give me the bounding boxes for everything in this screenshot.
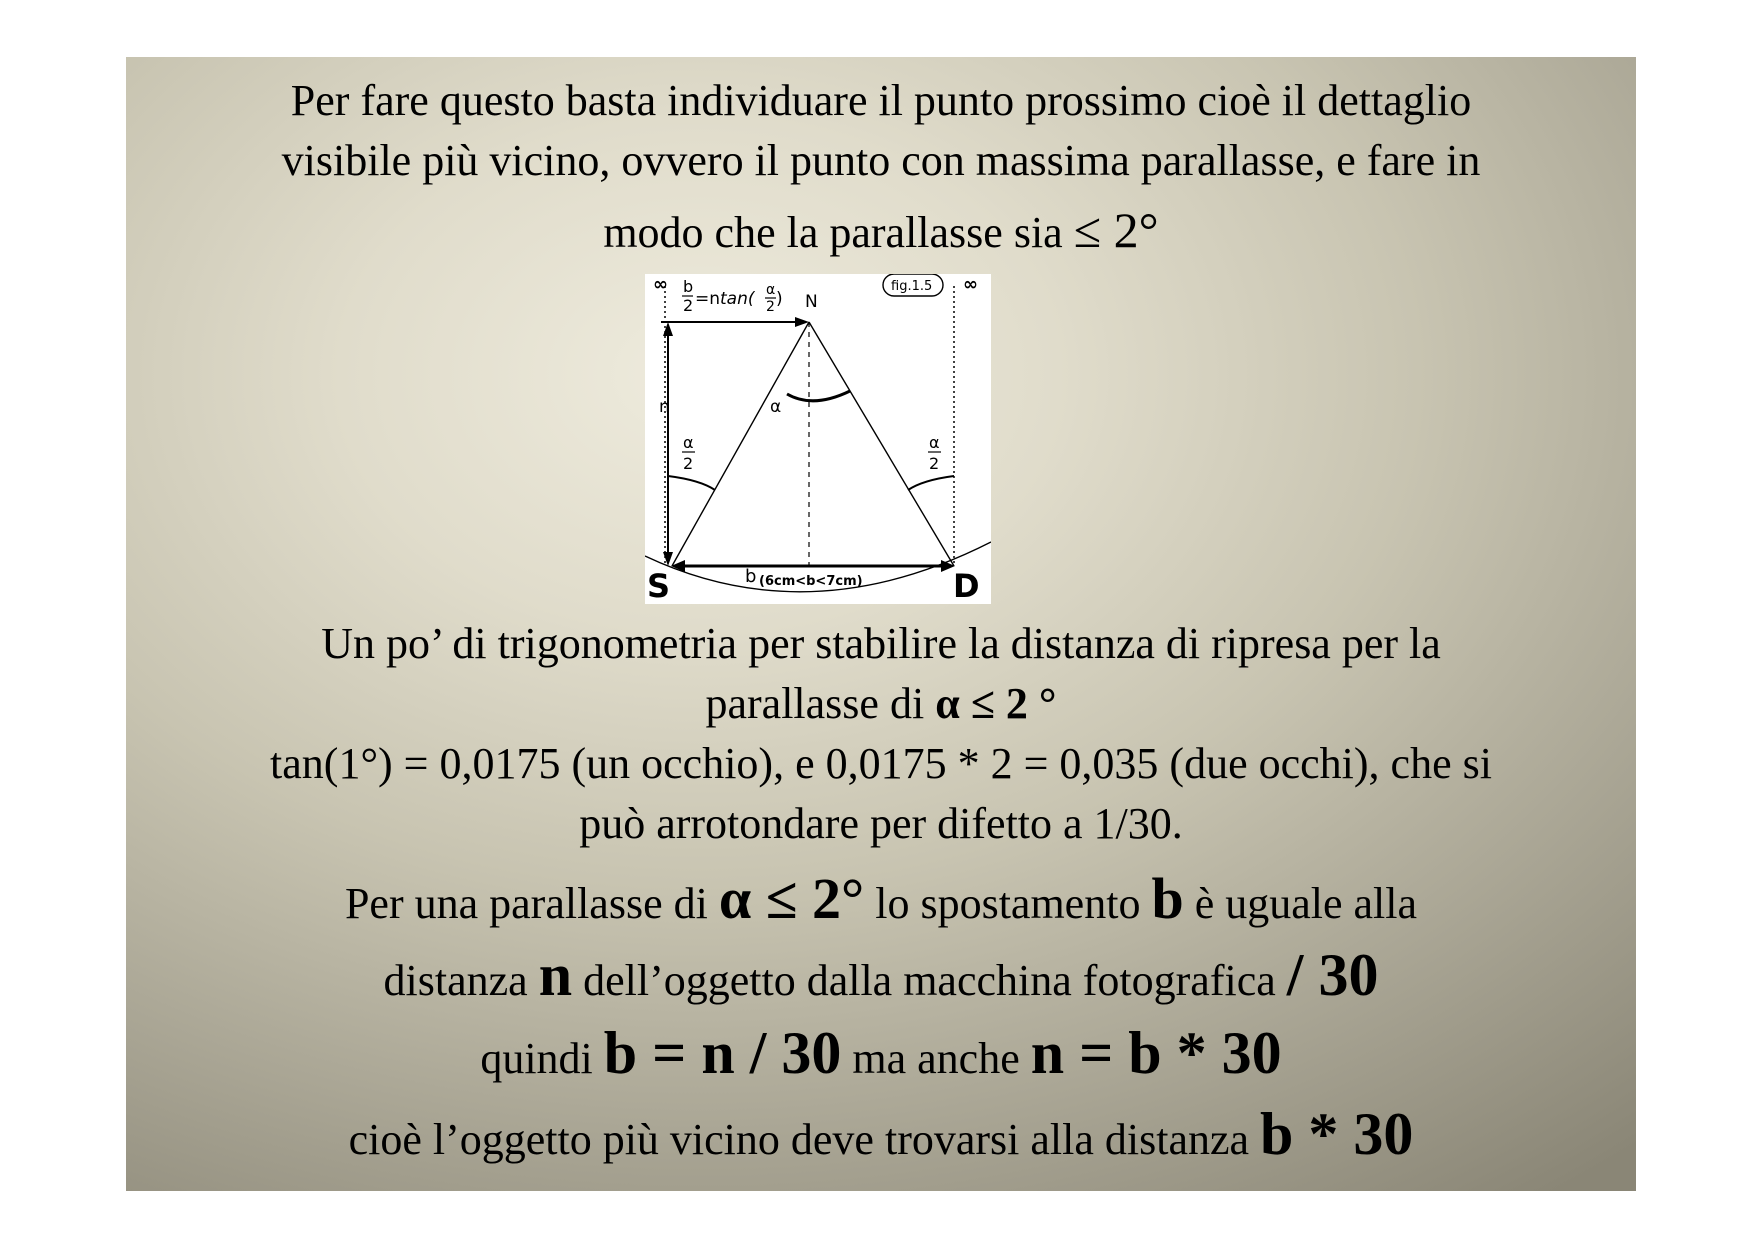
body-line-7: [126, 1020, 1636, 1086]
infinity-left-label: ∞: [653, 274, 668, 295]
intro-line-1: Per fare questo basta individuare il punto prossimo cioè il dettaglio: [290, 76, 1472, 125]
body-line-2-text: parallasse di: [705, 679, 936, 728]
body-line-5: [126, 866, 1636, 931]
body-line-2: [126, 679, 1636, 728]
body-formula-n: n = b * 30: [1030, 1020, 1282, 1086]
body-line-1: Un po’ di trigonometria per stabilire la distanza di ripresa per la: [321, 619, 1441, 668]
body-line-5-c: lo spostamento: [864, 879, 1152, 928]
formula-eq: =n: [695, 289, 721, 309]
formula-close: ): [776, 289, 783, 309]
body-parallax-limit: α ≤ 2 °: [935, 679, 1057, 728]
label-n-point: N: [805, 292, 818, 312]
body-line-6-a: distanza: [383, 956, 539, 1005]
infinity-right-label: ∞: [963, 274, 978, 295]
slide: [126, 57, 1636, 1191]
body-line-6-c: dell’oggetto dalla macchina fotografica: [572, 956, 1287, 1005]
half-alpha-left-den: 2: [683, 454, 694, 473]
body-line-5-alpha: α ≤ 2°: [718, 866, 865, 931]
intro-line-2: visibile più vicino, ovvero il punto con massima parallasse, e fare in: [281, 136, 1481, 185]
formula-tan: tan(: [720, 289, 755, 309]
parallax-diagram: [645, 274, 991, 604]
half-alpha-left-num: α: [683, 433, 694, 452]
body-line-3: tan(1°) = 0,0175 (un occhio), e 0,0175 * 2 = 0,035 (due occhi), che si: [270, 739, 1492, 788]
formula-2-second: 2: [766, 299, 775, 315]
body-line-6: [126, 942, 1636, 1008]
label-alpha: α: [770, 397, 782, 417]
formula-2: 2: [683, 296, 694, 315]
label-s: S: [647, 567, 671, 604]
body-line-5-b: b: [1151, 866, 1184, 931]
formula-alpha: α: [766, 282, 776, 298]
label-b-range: (6cm<b<7cm): [759, 574, 863, 589]
intro-line-3: [126, 202, 1636, 258]
body-line-6-n: n: [538, 942, 573, 1008]
label-d: D: [953, 567, 980, 604]
body-line-8: [126, 1101, 1636, 1167]
body-line-6-divisor: / 30: [1286, 942, 1379, 1008]
intro-line-3-text: modo che la parallasse sia: [603, 208, 1074, 257]
label-n: n: [659, 397, 670, 417]
body-line-4: può arrotondare per difetto a 1/30.: [579, 799, 1183, 848]
intro-parallax-limit: ≤ 2°: [1073, 202, 1159, 258]
half-alpha-right-num: α: [929, 433, 940, 452]
body-line-8-a: cioè l’oggetto più vicino deve trovarsi alla distanza: [348, 1115, 1261, 1164]
fig-label: fig.1.5: [891, 279, 933, 294]
body-formula-distance: b * 30: [1260, 1101, 1414, 1167]
body-line-5-e: è uguale alla: [1183, 879, 1418, 928]
body-line-7-a: quindi: [480, 1034, 604, 1083]
body-line-5-a: Per una parallasse di: [344, 879, 719, 928]
body-formula-b: b = n / 30: [603, 1020, 842, 1086]
body-line-7-c: ma anche: [841, 1034, 1031, 1083]
half-alpha-right-den: 2: [929, 454, 940, 473]
formula-b: b: [683, 277, 694, 296]
label-b: b: [745, 566, 757, 587]
